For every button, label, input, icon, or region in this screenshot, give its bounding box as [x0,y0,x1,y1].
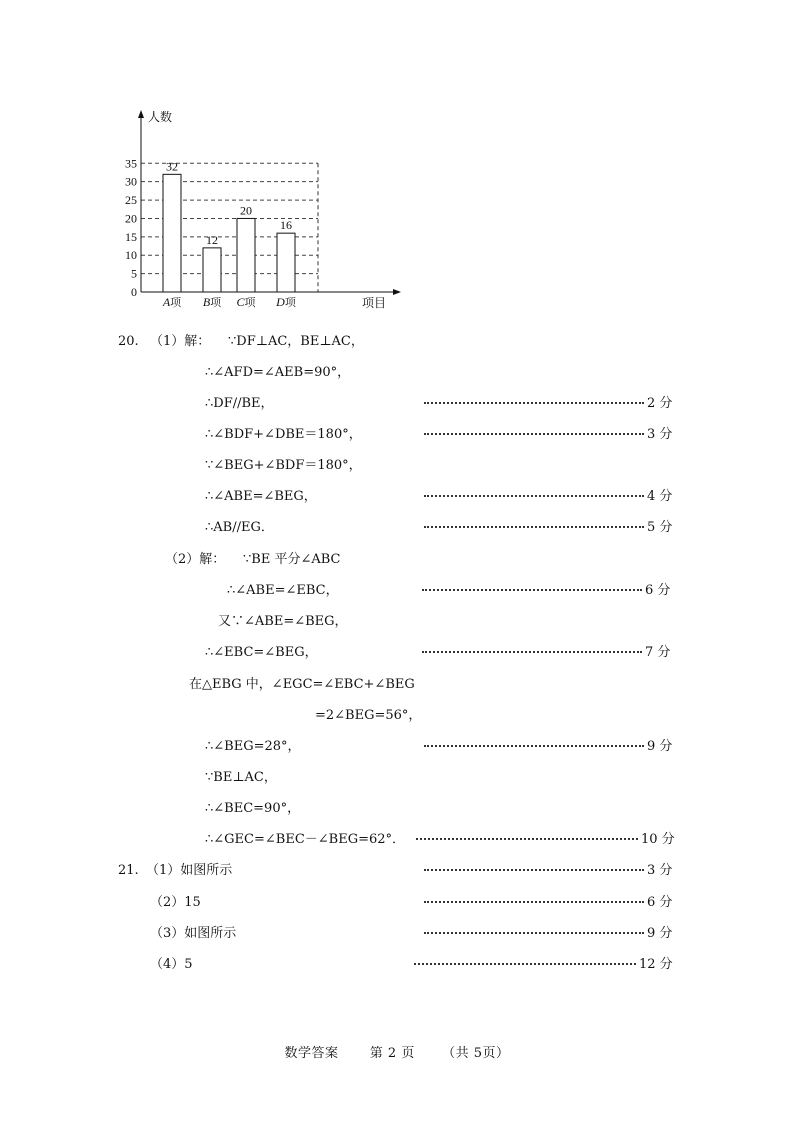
y-tick-label: 15 [125,229,137,244]
q20-part2-line: ∴∠ABE=∠EBC， [227,583,339,598]
y-tick-label: 0 [131,285,137,299]
value-label: 12 [206,232,218,247]
q20-part1-line: ∵DF⊥AC，BE⊥AC， [228,334,364,349]
score-marker: 3 分 [424,427,672,443]
q20-part2-line: 在△EBG 中，∠EGC=∠EBC+∠BEG [189,677,415,692]
y-tick-labels [125,156,137,299]
q20-part2-line: ∴∠BEG=28°， [205,739,301,754]
x-tick-labels [162,295,297,309]
footer-page: 第 2 页 [369,1046,415,1061]
bars [163,174,295,292]
q20-part2-prefix: （2）解： [165,552,226,567]
x-tick-label: D项 [276,295,296,309]
q20-part2-line: =2∠BEG=56°， [315,708,422,723]
q20-part1-line: ∴DF//BE， [205,396,274,411]
value-label: 20 [240,203,252,218]
footer-subject: 数学答案 [284,1046,339,1061]
page-footer [0,1042,794,1061]
y-tick-label: 25 [125,193,137,208]
q21-item: （3）如图所示 [150,926,237,941]
bar [203,248,221,292]
bar-chart [118,104,408,314]
q20-part1-line: ∴∠AFD=∠AEB=90°， [205,365,351,380]
q20-part2-line: 又∵∠ABE=∠BEG， [218,614,348,629]
y-tick-label: 30 [125,174,137,189]
q20-part2-line: ∴∠EBC=∠BEG， [205,645,318,660]
score-marker: 10 分 [416,832,675,848]
y-tick-label: 10 [125,248,137,263]
score-marker: 6 分 [424,895,672,911]
score-marker: 6 分 [422,583,670,599]
q20-part1-line: ∴AB//EG． [205,520,274,535]
q20-part2-line: ∵BE 平分∠ABC [243,552,341,567]
x-tick-label: A项 [162,295,182,309]
footer-total: （共 5页） [442,1046,510,1061]
bar [237,218,255,292]
score-marker: 12 分 [414,957,673,973]
score-marker: 9 分 [424,739,672,755]
x-axis-label: 项目 [362,296,387,310]
bar [277,233,295,292]
q21-item: （4）5 [150,957,193,972]
q20-part1-prefix: （1）解： [150,334,211,349]
q20-part2-line: ∴∠GEC=∠BEC－∠BEG=62°． [205,832,406,847]
q20-part2-line: ∴∠BEC=90°， [205,801,301,816]
score-marker: 7 分 [422,645,670,661]
q21-item: （2）15 [150,895,201,910]
score-marker: 3 分 [424,863,672,879]
x-tick-label: C项 [236,295,256,309]
x-tick-label: B项 [202,295,222,309]
y-tick-label: 35 [125,156,137,171]
value-label: 16 [280,218,292,233]
score-marker: 9 分 [424,926,672,942]
q20-part1-line: ∵∠BEG+∠BDF＝180°， [205,458,362,473]
q21-number: 21. [118,863,139,878]
y-axis-label: 人数 [148,110,173,124]
score-marker: 4 分 [424,489,672,505]
q21-item: （1）如图所示 [146,863,233,878]
score-marker: 5 分 [424,520,672,536]
score-marker: 2 分 [424,396,672,412]
q20-part1-line: ∴∠ABE=∠BEG， [205,489,317,504]
q20-number: 20. [118,334,139,349]
bar [163,174,181,292]
q20-part2-line: ∵BE⊥AC， [205,770,277,785]
y-tick-label: 5 [131,266,137,281]
value-labels [166,159,292,247]
y-tick-label: 20 [125,211,137,226]
value-label: 32 [166,159,178,174]
q20-part1-line: ∴∠BDF+∠DBE＝180°， [205,427,362,442]
